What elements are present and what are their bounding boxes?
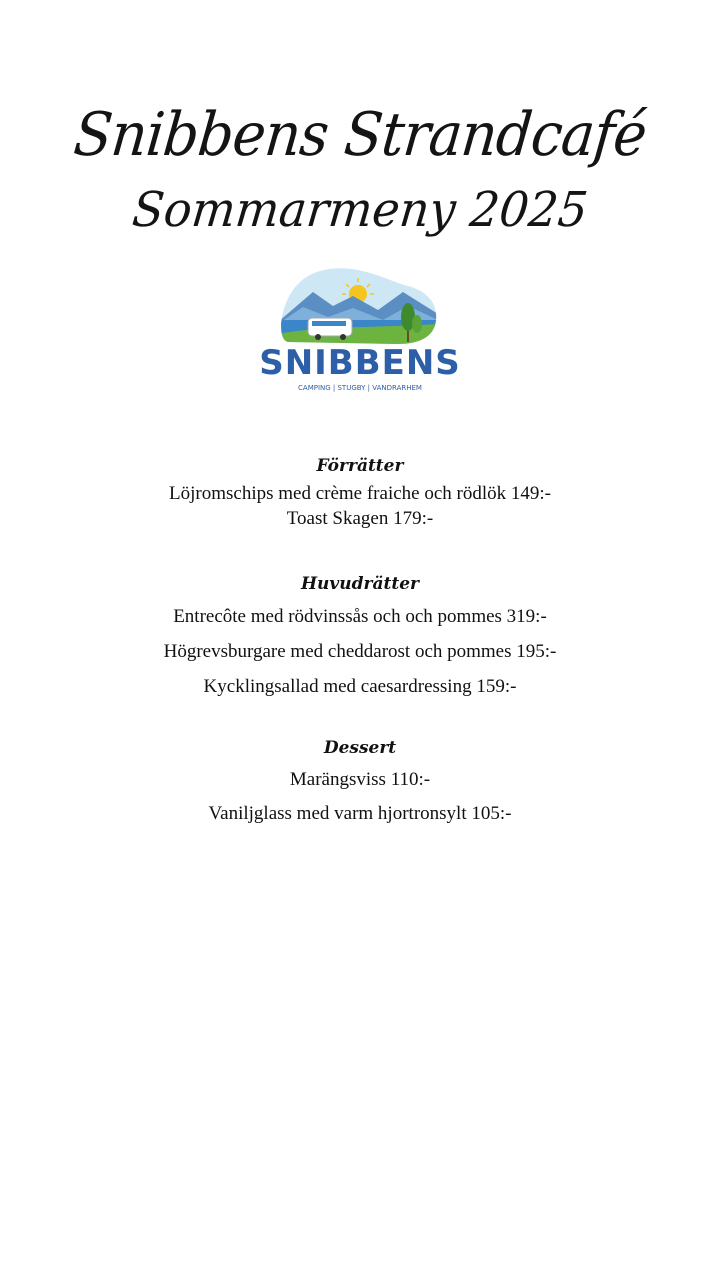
section-dessert bbox=[0, 737, 720, 831]
menu-item: Entrecôte med rödvinssås och och pommes 319:- bbox=[173, 606, 547, 627]
section-huvudratter bbox=[0, 573, 720, 704]
page-subtitle: Sommarmeny 2025 bbox=[129, 182, 591, 238]
menu-item: Kycklingsallad med caesardressing 159:- bbox=[203, 676, 517, 697]
snibbens-logo bbox=[258, 262, 462, 396]
menu-item: Toast Skagen 179:- bbox=[286, 508, 434, 529]
menu-item: Vaniljglass med varm hjortronsylt 105:- bbox=[208, 803, 512, 824]
menu-item: Löjromschips med crème fraiche och rödlök 149:- bbox=[169, 483, 551, 504]
logo-brand-text: SNIBBENS bbox=[259, 343, 461, 383]
menu-item: Marängsviss 110:- bbox=[289, 769, 431, 790]
section-heading: Förrätter bbox=[316, 456, 404, 476]
page-title: Snibbens Strandcafé bbox=[70, 100, 650, 170]
menu-item: Högrevsburgare med cheddarost och pommes 195:- bbox=[163, 641, 557, 662]
section-heading: Dessert bbox=[323, 738, 397, 758]
section-heading: Huvudrätter bbox=[301, 574, 419, 594]
section-forratter bbox=[0, 455, 720, 531]
logo-tagline-text: CAMPING | STUGBY | VANDRARHEM bbox=[298, 384, 422, 392]
